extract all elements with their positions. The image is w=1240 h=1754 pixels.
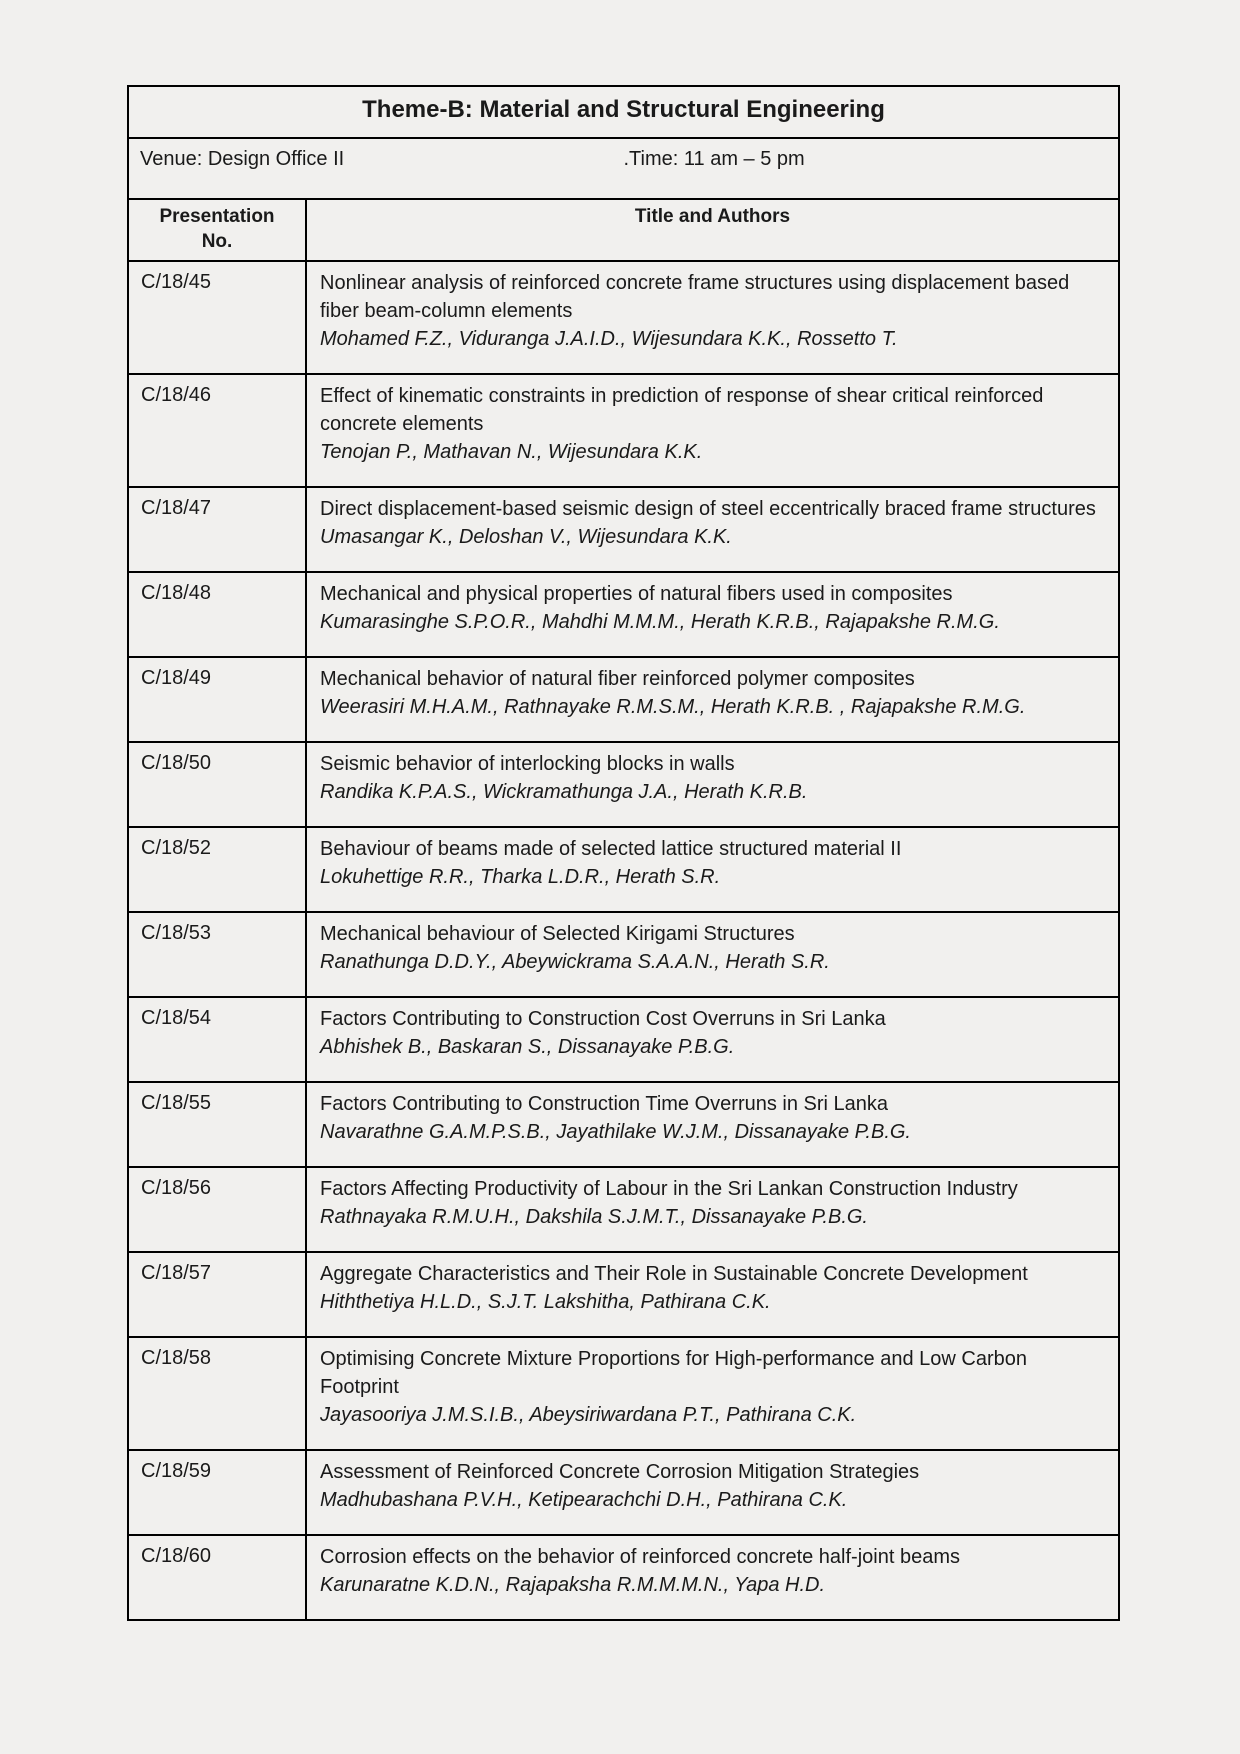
presentation-no: C/18/56 xyxy=(128,1167,306,1252)
title-authors-cell xyxy=(306,657,1119,742)
table-row xyxy=(128,657,1119,742)
title-authors-cell xyxy=(306,742,1119,827)
title-authors-cell xyxy=(306,572,1119,657)
paper-title: Seismic behavior of interlocking blocks in walls xyxy=(320,753,735,775)
table-row xyxy=(128,1535,1119,1620)
paper-authors: Rathnayaka R.M.U.H., Dakshila S.J.M.T., Dissanayake P.B.G. xyxy=(320,1206,868,1228)
title-authors-cell xyxy=(306,374,1119,487)
table-row xyxy=(128,487,1119,572)
paper-title: Mechanical behavior of natural fiber reinforced polymer composites xyxy=(320,668,915,690)
table-row xyxy=(128,261,1119,374)
paper-authors: Navarathne G.A.M.P.S.B., Jayathilake W.J.M., Dissanayake P.B.G. xyxy=(320,1121,911,1143)
paper-authors: Hiththetiya H.L.D., S.J.T. Lakshitha, Pathirana C.K. xyxy=(320,1291,771,1313)
title-authors-cell xyxy=(306,1450,1119,1535)
paper-title: Mechanical and physical properties of natural fibers used in composites xyxy=(320,583,953,605)
paper-authors: Randika K.P.A.S., Wickramathunga J.A., Herath K.R.B. xyxy=(320,781,808,803)
paper-title: Factors Affecting Productivity of Labour in the Sri Lankan Construction Industry xyxy=(320,1178,1018,1200)
paper-authors: Weerasiri M.H.A.M., Rathnayake R.M.S.M., Herath K.R.B. , Rajapakshe R.M.G. xyxy=(320,696,1026,718)
presentation-no: C/18/46 xyxy=(128,374,306,487)
title-authors-cell xyxy=(306,261,1119,374)
table-row xyxy=(128,912,1119,997)
presentation-no: C/18/49 xyxy=(128,657,306,742)
presentation-no: C/18/60 xyxy=(128,1535,306,1620)
table-row xyxy=(128,742,1119,827)
venue-time-row xyxy=(128,138,1119,199)
venue-time-cell xyxy=(128,138,1119,199)
table-row xyxy=(128,572,1119,657)
presentation-no: C/18/58 xyxy=(128,1337,306,1450)
title-authors-cell xyxy=(306,487,1119,572)
paper-title: Corrosion effects on the behavior of reinforced concrete half-joint beams xyxy=(320,1546,960,1568)
title-authors-cell xyxy=(306,912,1119,997)
paper-title: Mechanical behaviour of Selected Kirigami Structures xyxy=(320,923,795,945)
table-row xyxy=(128,997,1119,1082)
table-row xyxy=(128,1167,1119,1252)
paper-title: Assessment of Reinforced Concrete Corrosion Mitigation Strategies xyxy=(320,1461,920,1483)
presentation-no: C/18/57 xyxy=(128,1252,306,1337)
paper-authors: Madhubashana P.V.H., Ketipearachchi D.H., Pathirana C.K. xyxy=(320,1489,848,1511)
presentation-no: C/18/52 xyxy=(128,827,306,912)
presentation-no: C/18/50 xyxy=(128,742,306,827)
paper-authors: Umasangar K., Deloshan V., Wijesundara K.K. xyxy=(320,526,732,548)
paper-title: Factors Contributing to Construction Time Overruns in Sri Lanka xyxy=(320,1093,889,1115)
title-authors-cell xyxy=(306,1337,1119,1450)
title-authors-cell xyxy=(306,1535,1119,1620)
table-row xyxy=(128,1450,1119,1535)
paper-title: Behaviour of beams made of selected lattice structured material II xyxy=(320,838,902,860)
paper-title: Direct displacement-based seismic design of steel eccentrically braced frame structures xyxy=(320,498,1096,520)
theme-title: Theme-B: Material and Structural Engineering xyxy=(128,86,1119,138)
paper-title: Aggregate Characteristics and Their Role in Sustainable Concrete Development xyxy=(320,1263,1028,1285)
paper-title: Nonlinear analysis of reinforced concrete frame structures using displacement based fiber beam-column elements xyxy=(320,272,1070,322)
title-authors-cell xyxy=(306,1167,1119,1252)
presentation-no: C/18/54 xyxy=(128,997,306,1082)
title-authors-cell xyxy=(306,997,1119,1082)
paper-authors: Karunaratne K.D.N., Rajapaksha R.M.M.M.N., Yapa H.D. xyxy=(320,1574,826,1596)
table-row xyxy=(128,374,1119,487)
presentation-no: C/18/55 xyxy=(128,1082,306,1167)
paper-authors: Lokuhettige R.R., Tharka L.D.R., Herath S.R. xyxy=(320,866,721,888)
paper-title: Optimising Concrete Mixture Proportions for High-performance and Low Carbon Footprint xyxy=(320,1348,1027,1398)
paper-authors: Tenojan P., Mathavan N., Wijesundara K.K. xyxy=(320,441,703,463)
table-row xyxy=(128,1082,1119,1167)
title-authors-cell xyxy=(306,1252,1119,1337)
title-authors-cell xyxy=(306,827,1119,912)
column-header-title-authors: Title and Authors xyxy=(306,199,1119,261)
paper-authors: Ranathunga D.D.Y., Abeywickrama S.A.A.N., Herath S.R. xyxy=(320,951,830,973)
paper-authors: Kumarasinghe S.P.O.R., Mahdhi M.M.M., Herath K.R.B., Rajapakshe R.M.G. xyxy=(320,611,1000,633)
paper-authors: Abhishek B., Baskaran S., Dissanayake P.B.G. xyxy=(320,1036,735,1058)
table-row xyxy=(128,827,1119,912)
paper-title: Factors Contributing to Construction Cost Overruns in Sri Lanka xyxy=(320,1008,886,1030)
presentation-no: C/18/48 xyxy=(128,572,306,657)
presentation-no: C/18/47 xyxy=(128,487,306,572)
theme-header-row xyxy=(128,86,1119,138)
paper-authors: Jayasooriya J.M.S.I.B., Abeysiriwardana P.T., Pathirana C.K. xyxy=(320,1404,857,1426)
venue-label: Venue: Design Office II xyxy=(140,148,345,170)
column-header-row xyxy=(128,199,1119,261)
table-row xyxy=(128,1337,1119,1450)
paper-title: Effect of kinematic constraints in prediction of response of shear critical reinforced concrete elements xyxy=(320,385,1044,435)
presentation-no: C/18/59 xyxy=(128,1450,306,1535)
table-row xyxy=(128,1252,1119,1337)
time-label: .Time: 11 am – 5 pm xyxy=(623,148,805,170)
presentation-schedule-table xyxy=(127,85,1120,1621)
paper-authors: Mohamed F.Z., Viduranga J.A.I.D., Wijesundara K.K., Rossetto T. xyxy=(320,328,898,350)
presentation-no: C/18/45 xyxy=(128,261,306,374)
column-header-presentation-no: Presentation No. xyxy=(128,199,306,261)
presentation-no: C/18/53 xyxy=(128,912,306,997)
title-authors-cell xyxy=(306,1082,1119,1167)
